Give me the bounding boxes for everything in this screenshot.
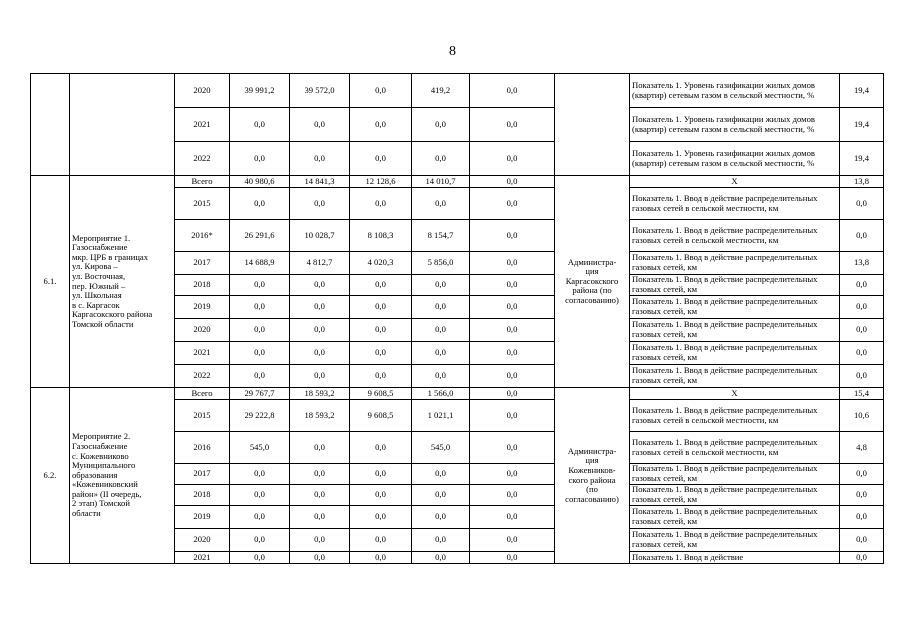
local-cell: 0,0 — [412, 108, 470, 142]
regional-cell: 9 608,5 — [350, 400, 412, 432]
other-cell: 0,0 — [470, 506, 555, 529]
total-cell: 40 980,6 — [230, 176, 290, 188]
responsible-cell: Администра- ция Каргасокского района (по согласованию) — [555, 176, 630, 388]
indicator-value-cell: 0,0 — [840, 342, 884, 365]
total-cell: 0,0 — [230, 464, 290, 485]
other-cell: 0,0 — [470, 388, 555, 400]
other-cell: 0,0 — [470, 400, 555, 432]
total-cell: 0,0 — [230, 319, 290, 342]
local-cell: 1 021,1 — [412, 400, 470, 432]
other-cell: 0,0 — [470, 464, 555, 485]
code-cell — [31, 74, 70, 176]
total-cell: 0,0 — [230, 188, 290, 220]
local-cell: 14 010,7 — [412, 176, 470, 188]
year-cell: 2022 — [175, 365, 230, 388]
local-cell: 545,0 — [412, 432, 470, 464]
other-cell: 0,0 — [470, 176, 555, 188]
federal-cell: 0,0 — [290, 485, 350, 506]
federal-cell: 0,0 — [290, 142, 350, 176]
regional-cell: 0,0 — [350, 464, 412, 485]
regional-cell: 0,0 — [350, 432, 412, 464]
federal-cell: 4 812,7 — [290, 252, 350, 275]
regional-cell: 0,0 — [350, 506, 412, 529]
regional-cell: 0,0 — [350, 319, 412, 342]
other-cell: 0,0 — [470, 188, 555, 220]
indicator-value-cell: 0,0 — [840, 485, 884, 506]
year-cell: 2015 — [175, 400, 230, 432]
indicator-cell: Показатель 1. Уровень газификации жилых домов (квартир) сетевым газом в сельской местности, % — [630, 142, 840, 176]
total-cell: 39 991,2 — [230, 74, 290, 108]
local-cell: 0,0 — [412, 275, 470, 296]
indicator-cell: Показатель 1. Ввод в действие распределительных газовых сетей, км — [630, 464, 840, 485]
indicator-value-cell: 19,4 — [840, 142, 884, 176]
indicator-cell: Показатель 1. Ввод в действие распределительных газовых сетей, км — [630, 252, 840, 275]
regional-cell: 0,0 — [350, 529, 412, 552]
measure-code: 6.2. — [31, 388, 70, 564]
year-cell: 2021 — [175, 108, 230, 142]
indicator-cell: Показатель 1. Ввод в действие — [630, 552, 840, 564]
indicator-cell: Показатель 1. Ввод в действие распределительных газовых сетей, км — [630, 506, 840, 529]
total-cell: 0,0 — [230, 529, 290, 552]
other-cell: 0,0 — [470, 252, 555, 275]
total-cell: 0,0 — [230, 108, 290, 142]
year-cell: 2020 — [175, 529, 230, 552]
other-cell: 0,0 — [470, 142, 555, 176]
indicator-value-cell: 0,0 — [840, 220, 884, 252]
responsible-cell: Администра- ция Кожевников- ского района (по согласованию) — [555, 388, 630, 564]
other-cell: 0,0 — [470, 432, 555, 464]
measure-name: Мероприятие 1. Газоснабжение мкр. ЦРБ в границах ул. Кирова – ул. Восточная, пер. Южный – ул. Школьная в с. Каргасок Каргасокского района Томской области — [70, 176, 175, 388]
indicator-cell: Показатель 1. Уровень газификации жилых домов (квартир) сетевым газом в сельской местности, % — [630, 74, 840, 108]
federal-cell: 14 841,3 — [290, 176, 350, 188]
indicator-cell: Показатель 1. Ввод в действие распределительных газовых сетей, км — [630, 275, 840, 296]
indicator-cell: Х — [630, 176, 840, 188]
total-cell: 29 222,8 — [230, 400, 290, 432]
other-cell: 0,0 — [470, 220, 555, 252]
year-cell: 2022 — [175, 142, 230, 176]
indicator-value-cell: 0,0 — [840, 464, 884, 485]
total-cell: 0,0 — [230, 275, 290, 296]
year-cell: 2016* — [175, 220, 230, 252]
regional-cell: 0,0 — [350, 342, 412, 365]
other-cell: 0,0 — [470, 319, 555, 342]
page-number: 8 — [449, 44, 456, 59]
indicator-cell: Показатель 1. Ввод в действие распределительных газовых сетей, км — [630, 365, 840, 388]
federal-cell: 0,0 — [290, 188, 350, 220]
local-cell: 0,0 — [412, 342, 470, 365]
regional-cell: 4 020,3 — [350, 252, 412, 275]
other-cell: 0,0 — [470, 485, 555, 506]
regional-cell: 12 128,6 — [350, 176, 412, 188]
local-cell: 419,2 — [412, 74, 470, 108]
federal-cell: 0,0 — [290, 552, 350, 564]
local-cell: 0,0 — [412, 142, 470, 176]
total-cell: 29 767,7 — [230, 388, 290, 400]
regional-cell: 0,0 — [350, 552, 412, 564]
local-cell: 8 154,7 — [412, 220, 470, 252]
name-cell — [70, 74, 175, 176]
indicator-value-cell: 0,0 — [840, 188, 884, 220]
regional-cell: 0,0 — [350, 485, 412, 506]
total-cell: 26 291,6 — [230, 220, 290, 252]
regional-cell: 8 108,3 — [350, 220, 412, 252]
regional-cell: 0,0 — [350, 296, 412, 319]
program-table — [30, 73, 884, 564]
year-cell: 2021 — [175, 552, 230, 564]
indicator-value-cell: 0,0 — [840, 365, 884, 388]
total-cell: 0,0 — [230, 142, 290, 176]
indicator-cell: Показатель 1. Ввод в действие распределительных газовых сетей, км — [630, 319, 840, 342]
federal-cell: 18 593,2 — [290, 400, 350, 432]
measure-name: Мероприятие 2. Газоснабжение с. Кожевниково Муниципального образования «Кожевниковский район» (II очередь, 2 этап) Томской области — [70, 388, 175, 564]
indicator-value-cell: 0,0 — [840, 296, 884, 319]
total-cell: 0,0 — [230, 342, 290, 365]
federal-cell: 0,0 — [290, 432, 350, 464]
local-cell: 0,0 — [412, 296, 470, 319]
indicator-value-cell: 0,0 — [840, 319, 884, 342]
year-cell: 2019 — [175, 506, 230, 529]
federal-cell: 0,0 — [290, 108, 350, 142]
regional-cell: 9 608,5 — [350, 388, 412, 400]
indicator-cell: Показатель 1. Ввод в действие распределительных газовых сетей в сельской местности, км — [630, 432, 840, 464]
other-cell: 0,0 — [470, 342, 555, 365]
federal-cell: 0,0 — [290, 464, 350, 485]
total-cell: 0,0 — [230, 296, 290, 319]
indicator-cell: Показатель 1. Уровень газификации жилых домов (квартир) сетевым газом в сельской местности, % — [630, 108, 840, 142]
total-cell: 545,0 — [230, 432, 290, 464]
federal-cell: 0,0 — [290, 275, 350, 296]
indicator-value-cell: 4,8 — [840, 432, 884, 464]
local-cell: 0,0 — [412, 365, 470, 388]
indicator-cell: Показатель 1. Ввод в действие распределительных газовых сетей, км — [630, 342, 840, 365]
other-cell: 0,0 — [470, 74, 555, 108]
year-cell: 2017 — [175, 252, 230, 275]
regional-cell: 0,0 — [350, 108, 412, 142]
year-cell: 2018 — [175, 275, 230, 296]
federal-cell: 0,0 — [290, 529, 350, 552]
federal-cell: 0,0 — [290, 319, 350, 342]
table-body — [31, 74, 884, 564]
local-cell: 0,0 — [412, 506, 470, 529]
indicator-cell: Показатель 1. Ввод в действие распределительных газовых сетей, км — [630, 296, 840, 319]
federal-cell: 18 593,2 — [290, 388, 350, 400]
indicator-cell: Показатель 1. Ввод в действие распределительных газовых сетей, км — [630, 485, 840, 506]
indicator-cell: Показатель 1. Ввод в действие распределительных газовых сетей в сельской местности, км — [630, 400, 840, 432]
indicator-value-cell: 19,4 — [840, 108, 884, 142]
indicator-value-cell: 0,0 — [840, 552, 884, 564]
local-cell: 0,0 — [412, 529, 470, 552]
federal-cell: 39 572,0 — [290, 74, 350, 108]
year-cell: 2021 — [175, 342, 230, 365]
other-cell: 0,0 — [470, 552, 555, 564]
total-cell: 0,0 — [230, 485, 290, 506]
indicator-value-cell: 0,0 — [840, 506, 884, 529]
table-row — [31, 74, 884, 108]
regional-cell: 0,0 — [350, 365, 412, 388]
other-cell: 0,0 — [470, 365, 555, 388]
local-cell: 0,0 — [412, 188, 470, 220]
indicator-cell: Х — [630, 388, 840, 400]
other-cell: 0,0 — [470, 108, 555, 142]
indicator-cell: Показатель 1. Ввод в действие распределительных газовых сетей, км — [630, 529, 840, 552]
federal-cell: 10 028,7 — [290, 220, 350, 252]
local-cell: 0,0 — [412, 485, 470, 506]
federal-cell: 0,0 — [290, 296, 350, 319]
indicator-value-cell: 13,8 — [840, 252, 884, 275]
indicator-value-cell: 13,8 — [840, 176, 884, 188]
total-cell: 0,0 — [230, 506, 290, 529]
year-cell: Всего — [175, 388, 230, 400]
local-cell: 0,0 — [412, 552, 470, 564]
indicator-cell: Показатель 1. Ввод в действие распределительных газовых сетей в сельской местности, км — [630, 188, 840, 220]
local-cell: 1 566,0 — [412, 388, 470, 400]
local-cell: 0,0 — [412, 319, 470, 342]
other-cell: 0,0 — [470, 296, 555, 319]
other-cell: 0,0 — [470, 275, 555, 296]
year-cell: 2019 — [175, 296, 230, 319]
federal-cell: 0,0 — [290, 342, 350, 365]
year-cell: 2015 — [175, 188, 230, 220]
indicator-value-cell: 15,4 — [840, 388, 884, 400]
local-cell: 5 856,0 — [412, 252, 470, 275]
table-row — [31, 388, 884, 400]
total-cell: 14 688,9 — [230, 252, 290, 275]
indicator-value-cell: 19,4 — [840, 74, 884, 108]
measure-code: 6.1. — [31, 176, 70, 388]
year-cell: 2020 — [175, 319, 230, 342]
indicator-value-cell: 0,0 — [840, 529, 884, 552]
year-cell: 2016 — [175, 432, 230, 464]
regional-cell: 0,0 — [350, 188, 412, 220]
total-cell: 0,0 — [230, 552, 290, 564]
regional-cell: 0,0 — [350, 142, 412, 176]
responsible-cell — [555, 74, 630, 176]
indicator-cell: Показатель 1. Ввод в действие распределительных газовых сетей в сельской местности, км — [630, 220, 840, 252]
other-cell: 0,0 — [470, 529, 555, 552]
total-cell: 0,0 — [230, 365, 290, 388]
regional-cell: 0,0 — [350, 74, 412, 108]
indicator-value-cell: 10,6 — [840, 400, 884, 432]
table-row — [31, 176, 884, 188]
indicator-value-cell: 0,0 — [840, 275, 884, 296]
federal-cell: 0,0 — [290, 506, 350, 529]
regional-cell: 0,0 — [350, 275, 412, 296]
year-cell: Всего — [175, 176, 230, 188]
year-cell: 2020 — [175, 74, 230, 108]
year-cell: 2018 — [175, 485, 230, 506]
federal-cell: 0,0 — [290, 365, 350, 388]
local-cell: 0,0 — [412, 464, 470, 485]
year-cell: 2017 — [175, 464, 230, 485]
